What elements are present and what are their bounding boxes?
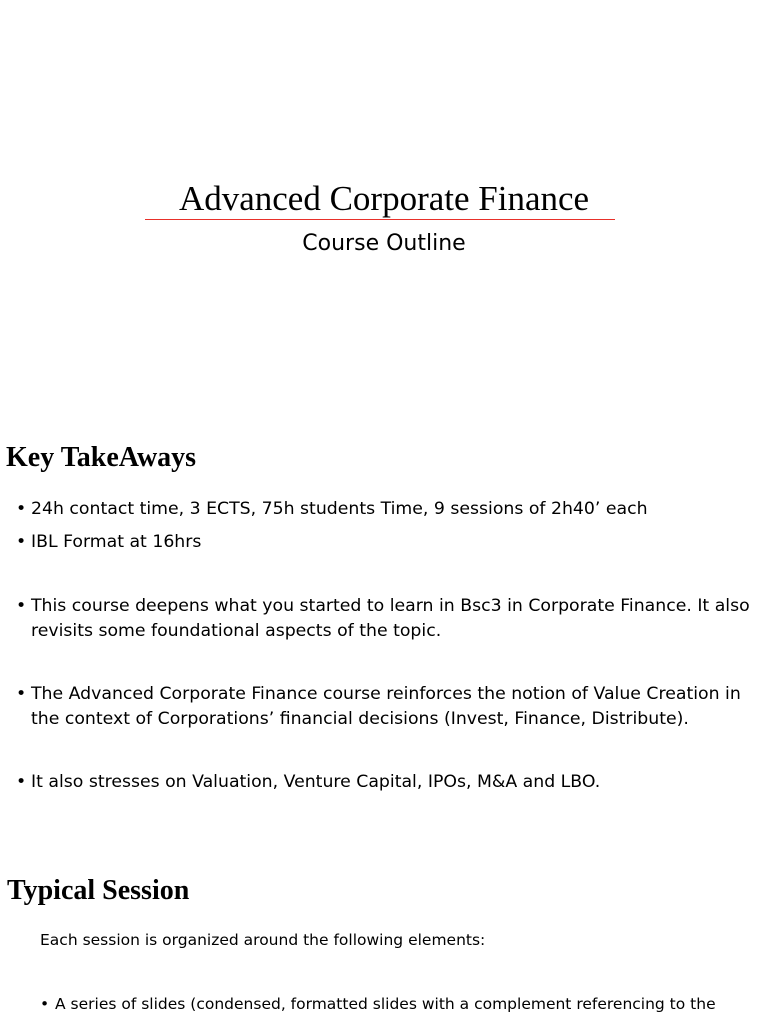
section-heading-key-takeaways: Key TakeAways — [6, 442, 197, 473]
list-item-text: 24h contact time, 3 ECTS, 75h students Time, 9 sessions of 2h40’ each — [31, 499, 648, 519]
list-item — [16, 770, 759, 795]
list-item-text: IBL Format at 16hrs — [31, 532, 202, 552]
list-item-text: The Advanced Corporate Finance course reinforces the notion of Value Creation in the context of Corporations’ financial decisions (Invest, Finance, Distribute). — [31, 684, 741, 729]
bullet-icon: • — [16, 532, 27, 552]
page-subtitle: Course Outline — [302, 231, 466, 256]
list-item-text: A series of slides (condensed, formatted slides with a complement referencing to the — [55, 995, 716, 1013]
title-block — [0, 178, 768, 220]
bullet-icon: • — [40, 995, 50, 1013]
page-title: Advanced Corporate Finance — [178, 179, 590, 218]
bullet-icon: • — [16, 772, 27, 792]
title-underline — [145, 219, 615, 220]
list-item — [16, 682, 759, 732]
section-heading-typical-session: Typical Session — [7, 875, 190, 906]
list-item — [16, 594, 759, 644]
bullet-icon: • — [16, 596, 27, 616]
list-item — [16, 497, 759, 522]
session-intro: Each session is organized around the following elements: — [40, 931, 486, 949]
list-item-text: It also stresses on Valuation, Venture Capital, IPOs, M&A and LBO. — [31, 772, 601, 792]
list-item — [40, 993, 760, 1015]
bullet-icon: • — [16, 499, 27, 519]
list-item — [16, 530, 759, 555]
list-item-text: This course deepens what you started to learn in Bsc3 in Corporate Finance. It also revisits some foundational aspects of the topic. — [31, 596, 750, 641]
bullet-icon: • — [16, 684, 27, 704]
